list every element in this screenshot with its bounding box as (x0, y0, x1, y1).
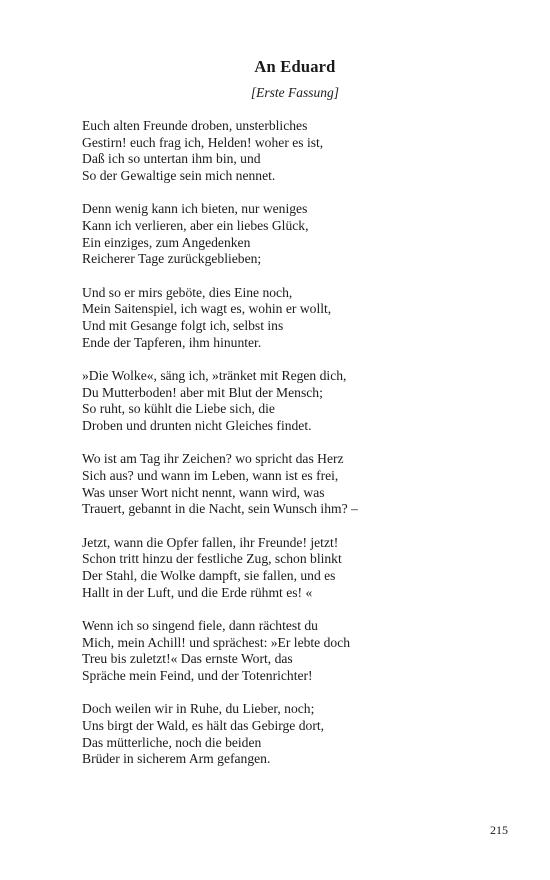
verse-line: Sich aus? und wann im Leben, wann ist es frei, (82, 467, 339, 483)
verse-line: Und so er mirs geböte, dies Eine noch, (82, 284, 293, 300)
verse-line: Denn wenig kann ich bieten, nur weniges (82, 201, 308, 217)
verse-line: Und mit Gesange folgt ich, selbst ins (82, 318, 284, 334)
verse-line: Du Mutterboden! aber mit Blut der Mensch; (82, 384, 323, 400)
stanza (82, 368, 522, 435)
verse-line: Ende der Tapferen, ihm hinunter. (82, 334, 262, 350)
verse-line: Uns birgt der Wald, es hält das Gebirge dort, (82, 717, 325, 733)
verse-line: Was unser Wort nicht nennt, wann wird, was (82, 484, 325, 500)
verse-line: Reicherer Tage zurückgeblieben; (82, 251, 262, 267)
page-number: 215 (490, 823, 508, 837)
verse-line: So der Gewaltige sein mich nennet. (82, 168, 276, 184)
verse-line: Ein einziges, zum Angedenken (82, 234, 251, 250)
verse-line: Treu bis zuletzt!« Das ernste Wort, das (82, 651, 293, 667)
verse-line: Gestirn! euch frag ich, Helden! woher es ist, (82, 134, 324, 150)
verse-line: Trauert, gebannt in die Nacht, sein Wunsch ihm? – (82, 501, 358, 517)
poem-subtitle: [Erste Fassung] (250, 85, 340, 100)
verse-line: Droben und drunten nicht Gleiches findet. (82, 418, 312, 434)
stanza (82, 285, 522, 352)
stanza (82, 535, 522, 602)
verse-line: Schon tritt hinzu der festliche Zug, schon blinkt (82, 551, 342, 567)
verse-line: Spräche mein Feind, und der Totenrichter! (82, 667, 313, 683)
verse-line: So ruht, so kühlt die Liebe sich, die (82, 401, 275, 417)
verse-line: Das mütterliche, noch die beiden (82, 734, 262, 750)
verse-line: Mich, mein Achill! und sprächest: »Er lebte doch (82, 634, 351, 650)
verse-line: Euch alten Freunde droben, unsterbliches (82, 118, 308, 133)
verse-line: Hallt in der Luft, und die Erde rühmt es! « (82, 584, 313, 600)
poem-title: An Eduard (254, 57, 336, 76)
stanza (82, 618, 522, 685)
verse-line: Kann ich verlieren, aber ein liebes Glück, (82, 218, 309, 234)
stanza (82, 201, 522, 268)
stanza (82, 118, 522, 185)
verse-line: »Die Wolke«, säng ich, »tränket mit Regen dich, (82, 367, 347, 383)
stanza (82, 451, 522, 518)
verse-line: Jetzt, wann die Opfer fallen, ihr Freunde! jetzt! (82, 534, 339, 550)
verse-line: Mein Saitenspiel, ich wagt es, wohin er wollt, (82, 301, 332, 317)
verse-line: Wo ist am Tag ihr Zeichen? wo spricht das Herz (82, 451, 344, 467)
verse-line: Der Stahl, die Wolke dampft, sie fallen, und es (82, 567, 336, 583)
stanza (82, 701, 522, 768)
verse-line: Daß ich so untertan ihm bin, und (82, 151, 261, 167)
verse-line: Brüder in sicherem Arm gefangen. (82, 751, 271, 767)
verse-line: Doch weilen wir in Ruhe, du Lieber, noch; (82, 701, 315, 717)
verse-line: Wenn ich so singend fiele, dann rächtest du (82, 617, 318, 633)
poem-body (82, 118, 522, 785)
